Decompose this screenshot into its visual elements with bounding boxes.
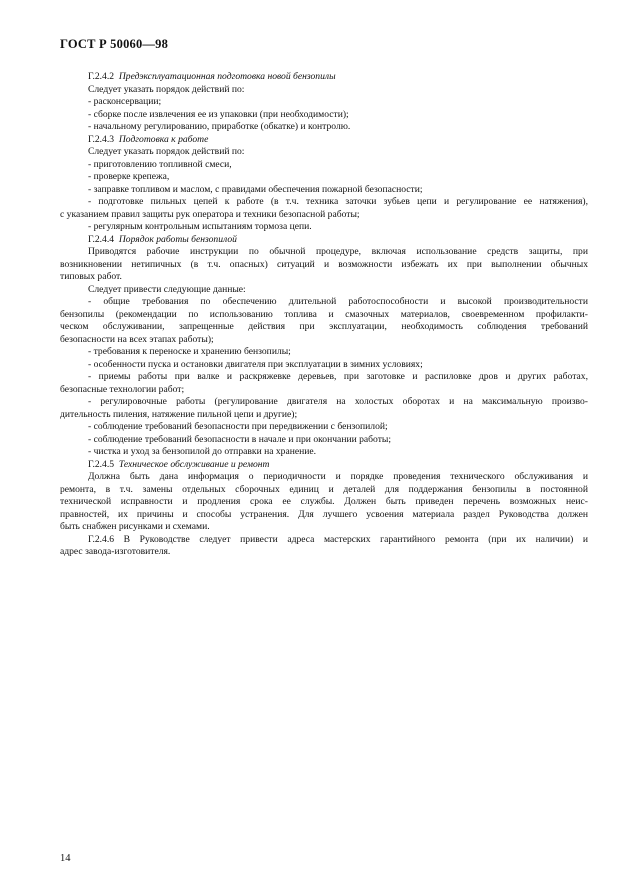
section-number: Г.2.4.4 xyxy=(88,233,115,245)
section-number: Г.2.4.5 xyxy=(88,458,115,470)
section-title: Предэксплуатационная подготовка новой бензопилы xyxy=(118,71,336,82)
text-line: безопасности на всех этапах работы); xyxy=(60,333,214,345)
text-line: быть снабжен рисунками и схемами. xyxy=(60,521,210,532)
section-number: Г.2.4.6 xyxy=(88,533,115,545)
list-item: - регулировочные работы (регулирование двигателя на холостых оборотах и на максимальную произво- xyxy=(88,396,588,407)
section-heading xyxy=(60,234,588,247)
text-line: Следует указать порядок действий по: xyxy=(88,146,245,157)
list-item: - чистка и уход за бензопилой до отправки на хранение. xyxy=(88,446,317,457)
list-item: - соблюдение требований безопасности в начале и при окончании работы; xyxy=(88,433,392,445)
text-line: правностей, их причины и способы устранения. Для лучшего усвоения материала раздел Руководства должен xyxy=(60,508,588,520)
list-item: - подготовке пильных цепей к работе (в т.ч. техника заточки зубьев цепи и регулирование ее натяжения), xyxy=(88,196,588,207)
section-title: Техническое обслуживание и ремонт xyxy=(118,458,270,470)
text-line xyxy=(60,534,588,547)
text-line: типовых работ. xyxy=(60,271,122,282)
text-line: безопасные технологии работ; xyxy=(60,383,185,395)
section-text: В Руководстве следует привести адреса мастерских гарантийного ремонта (при их наличии) и xyxy=(123,533,588,545)
list-item: - особенности пуска и остановки двигателя при эксплуатации в зимних условиях; xyxy=(88,358,423,370)
text-line: дительность пиления, натяжение пильной цепи и другие); xyxy=(60,408,298,420)
text-line: с указанием правил защиты рук оператора и техники безопасной работы; xyxy=(60,208,360,220)
document-body xyxy=(60,71,588,559)
text-line: ремонта, в т.ч. замены отдельных сборочных единиц и деталей для поддержания бензопилы в постоянной xyxy=(60,483,588,495)
list-item: - регулярным контрольным испытаниям тормоза цепи. xyxy=(88,221,312,232)
section-heading xyxy=(60,134,588,147)
list-item: - проверке крепежа, xyxy=(88,171,170,182)
text-line: адрес завода-изготовителя. xyxy=(60,546,171,557)
list-item: - расконсервации; xyxy=(88,96,162,107)
list-item: - сборке после извлечения ее из упаковки (при необходимости); xyxy=(88,108,349,120)
text-line: ческом обслуживании, запрещенные действия при эксплуатации, необходимость соблюдения требований xyxy=(60,321,588,332)
section-heading xyxy=(60,71,588,84)
section-title: Подготовка к работе xyxy=(118,133,209,145)
list-item: - заправке топливом и маслом, с правидами обеспечения пожарной безопасности; xyxy=(88,183,423,195)
document-header: ГОСТ Р 50060—98 xyxy=(60,37,169,51)
text-line: Следует указать порядок действий по: xyxy=(88,83,245,95)
page-number: 14 xyxy=(60,853,71,864)
list-item: - соблюдение требований безопасности при передвижении с бензопилой; xyxy=(88,421,388,432)
list-item: - требования к переноске и хранению бензопилы; xyxy=(88,346,291,357)
section-title: Порядок работы бензопилой xyxy=(118,233,237,245)
list-item: - общие требования по обеспечению длительной работоспособности и высокой производительности xyxy=(88,296,588,307)
text-line: бензопилы (рекомендации по использованию топлива и смазочных материалов, своевременном профилакти- xyxy=(60,308,588,320)
text-line: Приводятся рабочие инструкции по обычной процедуре, включая использование средств защиты, при xyxy=(88,246,588,257)
list-item: - приготовлению топливной смеси, xyxy=(88,158,232,170)
section-number: Г.2.4.3 xyxy=(88,133,115,145)
list-item: - начальному регулированию, приработке (обкатке) и контролю. xyxy=(88,121,351,132)
list-item: - приемы работы при валке и раскряжевке деревьев, при заготовке и распиловке дров и других работах, xyxy=(88,371,588,382)
section-heading xyxy=(60,459,588,472)
text-line: Следует привести следующие данные: xyxy=(88,283,246,295)
text-line: технической исправности и продления срока ее службы. Должен быть приведен перечень возможных неис- xyxy=(60,496,588,507)
section-number: Г.2.4.2 xyxy=(88,71,115,82)
text-line: возникновении нетипичных (в т.ч. опасных) ситуаций и возможности избежать их при выполнении обычных xyxy=(60,258,588,270)
text-line: Должна быть дана информация о периодичности и порядке проведения технического обслуживания и xyxy=(88,471,588,482)
